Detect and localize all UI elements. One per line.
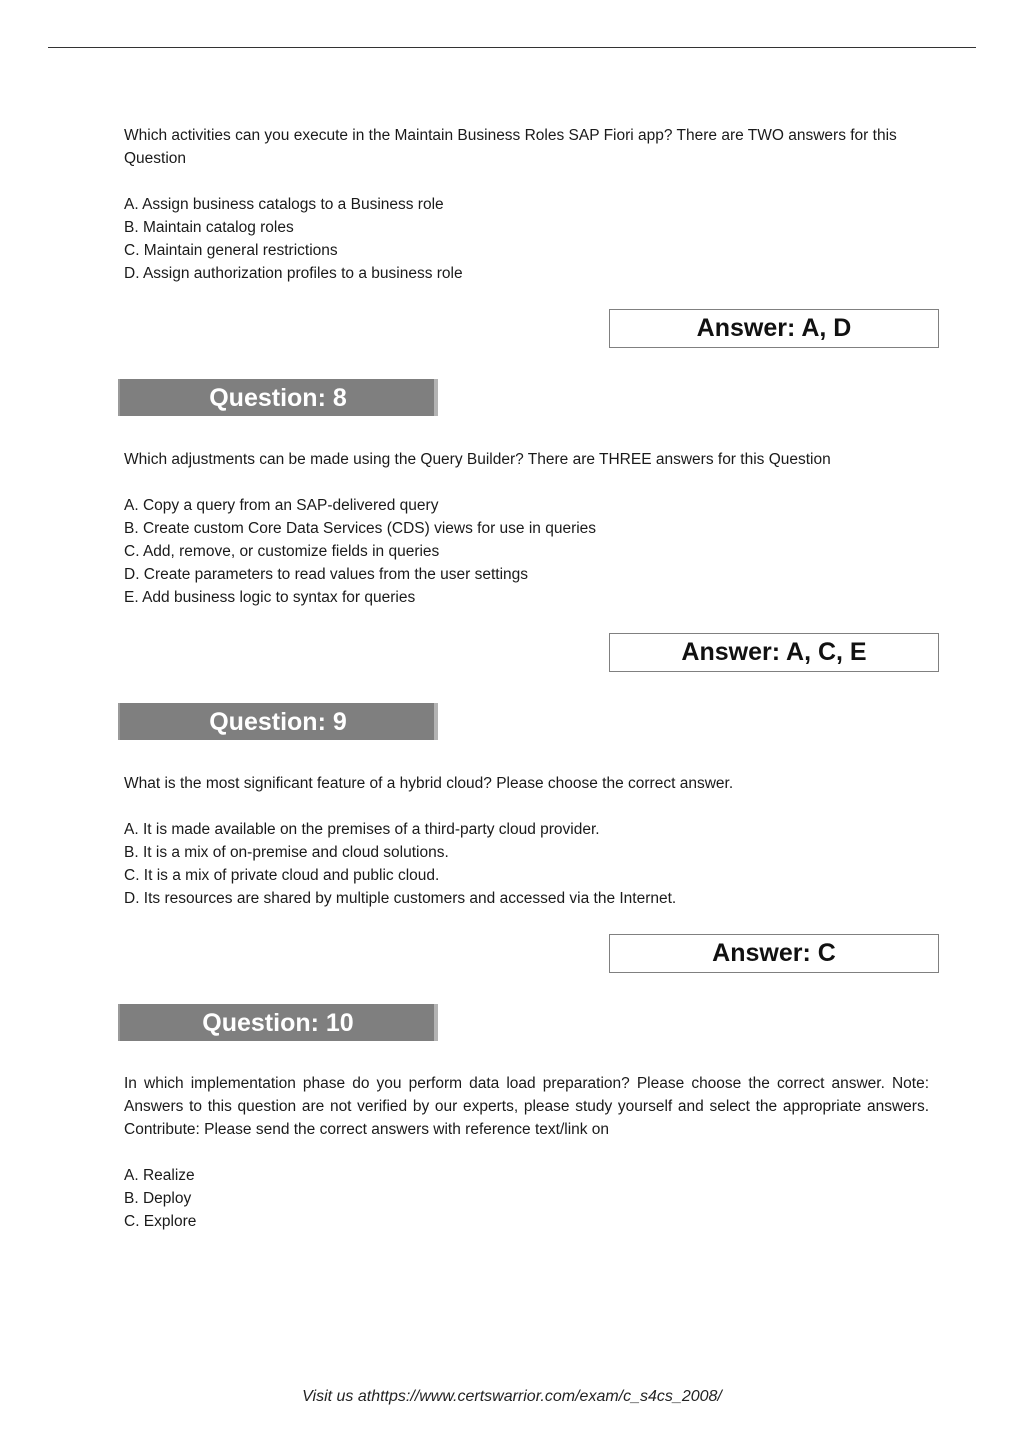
question-10-heading: [118, 1004, 438, 1041]
option-7d: D. Assign authorization profiles to a business role: [124, 265, 463, 282]
option-9d: D. Its resources are shared by multiple customers and accessed via the Internet.: [124, 890, 677, 907]
answer-7-box: Answer: A, D: [609, 309, 939, 348]
question-7-options: [124, 193, 929, 285]
option-7b: B. Maintain catalog roles: [124, 219, 294, 236]
option-10b: B. Deploy: [124, 1190, 192, 1207]
question-10-options: [124, 1164, 929, 1233]
question-9-options: [124, 818, 929, 910]
question-8-heading: [118, 379, 438, 416]
option-7c: C. Maintain general restrictions: [124, 242, 338, 259]
answer-9-box: Answer: C: [609, 934, 939, 973]
option-8a: A. Copy a query from an SAP-delivered query: [124, 497, 439, 514]
option-9a: A. It is made available on the premises of a third-party cloud provider.: [124, 821, 600, 838]
question-9-heading: [118, 703, 438, 740]
option-10a: A. Realize: [124, 1167, 195, 1184]
option-8b: B. Create custom Core Data Services (CDS) views for use in queries: [124, 520, 597, 537]
question-7-block: [124, 124, 929, 285]
question-9-heading-label: Question: 9: [209, 708, 347, 736]
option-10c: C. Explore: [124, 1213, 197, 1230]
question-10-block: [124, 1072, 929, 1233]
question-8-text: Which adjustments can be made using the Query Builder? There are THREE answers for this Question: [124, 451, 831, 468]
question-10-text: In which implementation phase do you perform data load preparation? Please choose the correct answer. Note: Answers to this question are not verified by our experts, please study yourself and select the appropriate answers. Contribute: Please send the correct answers with reference text/link on: [124, 1075, 929, 1138]
option-8e: E. Add business logic to syntax for queries: [124, 589, 416, 606]
option-8c: C. Add, remove, or customize fields in queries: [124, 543, 440, 560]
question-7-text: Which activities can you execute in the Maintain Business Roles SAP Fiori app? There are TWO answers for this Question: [124, 127, 897, 167]
question-8-heading-label: Question: 8: [209, 384, 347, 412]
option-9b: B. It is a mix of on-premise and cloud solutions.: [124, 844, 449, 861]
question-9-text: What is the most significant feature of a hybrid cloud? Please choose the correct answer.: [124, 775, 734, 792]
question-8-options: [124, 494, 929, 609]
header-rule: [48, 47, 976, 48]
footer-link-text: Visit us athttps://www.certswarrior.com/exam/c_s4cs_2008/: [302, 1388, 722, 1405]
question-8-block: [124, 448, 929, 609]
option-8d: D. Create parameters to read values from the user settings: [124, 566, 529, 583]
answer-8-box: Answer: A, C, E: [609, 633, 939, 672]
option-7a: A. Assign business catalogs to a Business role: [124, 196, 444, 213]
question-10-heading-label: Question: 10: [202, 1009, 354, 1037]
option-9c: C. It is a mix of private cloud and public cloud.: [124, 867, 440, 884]
question-9-block: [124, 772, 929, 910]
